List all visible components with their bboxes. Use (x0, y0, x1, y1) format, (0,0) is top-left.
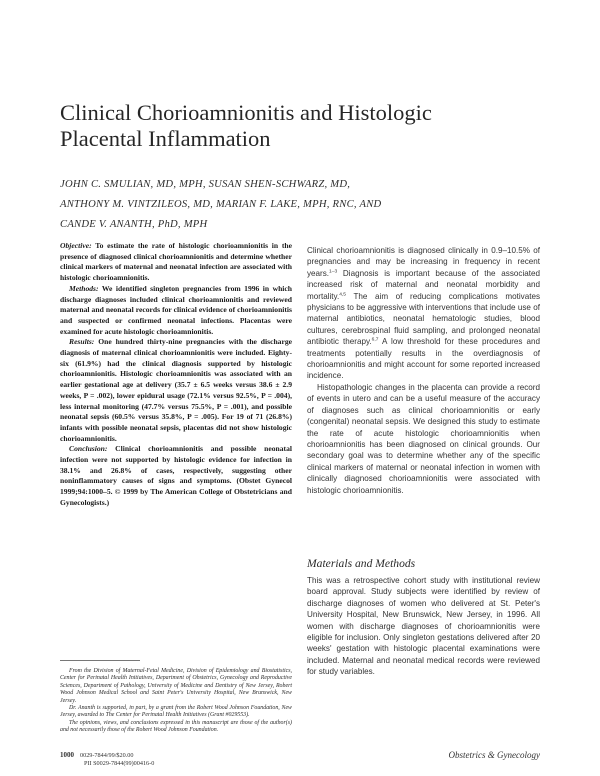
abstract-results (60, 337, 292, 444)
intro-text: Clinical chorioamnionitis is diagnosed clinically in 0.9–10.5% of pregnancies and may be increasing in frequency in recent years. (307, 246, 540, 278)
citation: 6,7 (371, 337, 379, 343)
page-footer-left (60, 751, 154, 768)
objective-text: To estimate the rate of histologic chorioamnionitis in the presence of diagnosed clinical chorioamnionitis and determine whether clinical markers of maternal and neonatal infection are associated with histologic chorioamnionitis. (60, 241, 293, 283)
intro-paragraph-1 (307, 245, 540, 382)
issn-code: 0029-7844/99/$20.00 (80, 752, 134, 759)
abstract-conclusion (60, 444, 292, 508)
objective-label: Objective: (60, 241, 92, 250)
intro-paragraph-2: Histopathologic changes in the placenta can provide a record of events in utero and can be a useful measure of the accuracy of diagnoses such as clinical chorioamnionitis or early (congenital) neonatal sepsis. We designed this study to estimate the rate of acute histologic chorioamnionitis when chorioamnionitis has been diagnosed on clinical grounds. Our secondary goal was to determine whether any of the specific clinical markers of maternal or neonatal infection in women with clinically diagnosed chorioamnionitis were associated with histologic chorioamnionitis. (307, 382, 540, 495)
author-line: JOHN C. SMULIAN, MD, MPH, SUSAN SHEN-SCHWARZ, MD, (60, 179, 351, 190)
intro-text: A low threshold for these procedures and treatments potentially results in the overdiagnosis of chorioamnionitis and might account for some reported increased incidence. (307, 337, 540, 381)
methods-section (307, 575, 540, 678)
conclusion-text: Clinical chorioamnionitis and possible neonatal infection were not supported by histologic evidence for infection in 38.1% and 26.8% of cases, respectively, suggesting other noninflammatory causes of signs and symptoms. (Obstet Gynecol 1999;94:1000–5. © 1999 by The American College of Obstetricians and Gynecologists.) (60, 444, 292, 507)
methods-paragraph: This was a retrospective cohort study with institutional review board approval. Study subjects were identified by review of discharge diagnoses of women who delivered at St. Peter's University Hospital, New Brunswick, New Jersey, in 1996. All women with discharge diagnoses of chorioamnionitis were eligible for inclusion. Only singleton gestations delivered after 20 weeks' gestation with histologic placental examinations were included. Maternal and neonatal medical records were reviewed for study variables. (307, 576, 540, 677)
pii-code: PII S0029-7844(99)00416-0 (84, 760, 155, 767)
abstract-objective (60, 241, 292, 284)
abstract (60, 241, 292, 509)
page-number: 1000 (60, 751, 74, 759)
author-line: CANDE V. ANANTH, PhD, MPH (60, 219, 208, 230)
conclusion-label: Conclusion: (69, 444, 108, 454)
footnote-funding: Dr. Ananth is supported, in part, by a grant from the Robert Wood Johnson Foundation, New Jersey, awarded to The Center for Perinatal Health Initiatives (Grant #029553). (60, 705, 292, 719)
methods-text: We identified singleton pregnancies from 1996 in which discharge diagnoses included clinical chorioamnionitis and reviewed maternal and neonatal records for clinical evidence of chorioamnionitis and suspected or confirmed neonatal infections. Placentas were examined for acute histologic chorioamnionitis. (60, 283, 292, 336)
intro-text: The aim of reducing complications motivates physicians to be aggressive with interventions that include use of maternal antibiotics, neonatal hematologic studies, blood cultures, cerebrospinal fluid sampling, and prolonged neonatal antibiotic therapy. (307, 291, 540, 347)
footnotes (60, 668, 292, 735)
author-line: ANTHONY M. VINTZILEOS, MD, MARIAN F. LAKE, MPH, RNC, AND (60, 199, 382, 210)
introduction (307, 245, 540, 496)
methods-label: Methods: (69, 283, 99, 293)
results-label: Results: (69, 337, 95, 347)
article-title (60, 100, 540, 152)
author-list (60, 175, 540, 235)
footnote-divider (60, 660, 140, 661)
section-heading-methods: Materials and Methods (307, 557, 416, 570)
citation: 1–3 (329, 269, 338, 275)
results-text: One hundred thirty-nine pregnancies with the discharge diagnosis of maternal clinical chorioamnionitis were included. Eighty-six (61.9%) had the clinical diagnosis supported by histologic chorioamnionitis. Histologic chorioamnionitis was associated with an earlier gestational age at delivery (35.7 ± 6.5 weeks versus 38.6 ± 2.9 weeks, P = .002), lower epidural usage (72.1% versus 92.5%, P = .004), less internal monitoring (47.7% versus 75.5%, P = .001), and possible neonatal sepsis (60.5% versus 35.8%, P = .005). For 19 of 71 (26.8%) infants with possible neonatal sepsis, placentas did not show histologic chorioamnionitis. (60, 337, 292, 443)
footnote-disclaimer: The opinions, views, and conclusions expressed in this manuscript are those of the author(s) and not necessarily those of the Robert Wood Johnson Foundation. (60, 719, 292, 734)
citation: 4,5 (339, 291, 346, 297)
title-line-2: Placental Inflammation (60, 126, 271, 151)
intro-text: Diagnosis is important because of the associated increased risk of maternal and neonatal morbidity and mortality. (307, 268, 540, 301)
footnote-affiliation: From the Division of Maternal-Fetal Medicine, Division of Epidemiology and Biostatistics, Center for Perinatal Health Initiatives, Department of Obstetrics, Gynecology and Reproductive Sciences, Department of Pathology, University of Medicine and Dentistry of New Jersey, Robert Wood Johnson Medical School and Saint Peter's University Hospital, New Brunswick, New Jersey. (60, 668, 292, 704)
title-line-1: Clinical Chorioamnionitis and Histologic (60, 100, 432, 125)
abstract-methods (60, 284, 292, 338)
journal-name: Obstetrics & Gynecology (448, 750, 540, 760)
